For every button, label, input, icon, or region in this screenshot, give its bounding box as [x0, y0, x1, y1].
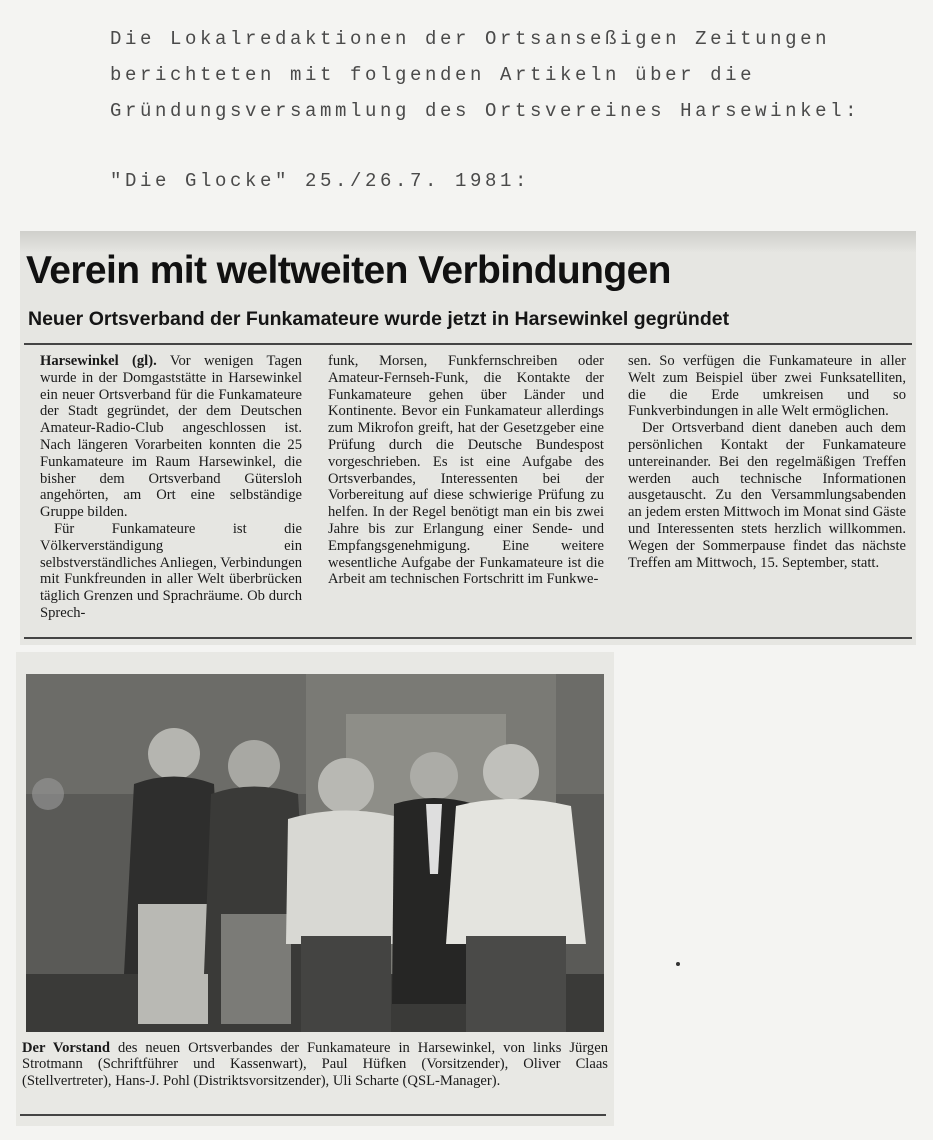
group-photo	[26, 674, 604, 1032]
intro-line-2: berichteten mit folgenden Artikeln über die	[110, 64, 756, 86]
group-photo-drawing	[26, 674, 604, 1032]
paragraph-1	[40, 353, 302, 521]
top-rule	[24, 343, 912, 345]
bottom-rule	[24, 637, 912, 639]
paragraph-4: sen. So verfügen die Funkamateure in aller Welt zum Beispiel über zwei Funksatelliten, die die Erde umkreisen und so Funkverbindungen in alle Welt ermöglichen.	[628, 353, 906, 420]
article-column-3	[628, 353, 906, 571]
article-column-2	[328, 353, 604, 588]
subheadline: Neuer Ortsverband der Funkamateure wurde jetzt in Harsewinkel gegründet	[28, 308, 730, 330]
paragraph-2: Für Funkamateure ist die Völkerverständigung ein selbstverständliches Anliegen, Verbindungen mit Funkfreunden in aller Welt überbrücken täglich Grenzen und Sprachräume. Ob durch Sprech-	[40, 520, 302, 621]
intro-line-1: Die Lokalredaktionen der Ortsanseßigen Zeitungen	[110, 28, 831, 50]
paragraph-1-text: Vor wenigen Tagen wurde in der Domgaststätte in Harsewinkel ein neuer Ortsverband für die Funkamateure der Stadt gegründet, der dem Deutschen Amateur-Radio-Club angeschlossen ist. Nach längeren Vorarbeiten konnten die 25 Funkamateure im Raum Harsewinkel, die bisher dem Ortsverband Gütersloh angehörten, am Ort eine selbständige Gruppe bilden.	[40, 353, 303, 521]
caption-lead: Der Vorstand	[22, 1040, 110, 1056]
photo-caption	[22, 1040, 608, 1089]
caption-text: des neuen Ortsverbandes der Funkamateure in Harsewinkel, von links Jürgen Strotmann (Schriftführer und Kassenwart), Paul Hüfken (Vorsitzender), Oliver Claas (Stellvertreter), Hans-J. Pohl (Distriktsvorsitzender), Uli Scharte (QSL-Manager).	[22, 1040, 608, 1089]
intro-line-3: Gründungsversammlung des Ortsvereines Harsewinkel:	[110, 100, 861, 122]
dateline: Harsewinkel (gl).	[40, 353, 157, 369]
source-line: "Die Glocke" 25./26.7. 1981:	[110, 170, 531, 192]
article-column-1	[40, 353, 302, 622]
photo-clipping	[16, 652, 614, 1126]
paragraph-3: funk, Morsen, Funkfernschreiben oder Amateur-Fernseh-Funk, die Kontakte der Funkamateure gehen über Länder und Kontinente. Bevor ein Funkamateur allerdings zum Mikrofon greift, hat der Gesetzgeber eine Prüfung durch die Deutsche Bundespost vorgeschrieben. Es ist eine Aufgabe des Ortsverbandes, Interessenten bei der Vorbereitung auf diese schwierige Prüfung zu helfen. In der Regel benötigt man ein bis zwei Jahre bis zur Erlangung einer Sende- und Empfangsgenehmigung. Eine weitere wesentliche Aufgabe der Funkamateure ist die Arbeit am technischen Fortschritt im Funkwe-	[328, 353, 604, 588]
newspaper-clipping	[20, 231, 916, 645]
headline: Verein mit weltweiten Verbindungen	[26, 249, 671, 292]
caption-rule	[20, 1114, 606, 1116]
paragraph-5: Der Ortsverband dient daneben auch dem persönlichen Kontakt der Funkamateure untereinander. Bei den regelmäßigen Treffen werden auch technische Informationen ausgetauscht. Zu den Versammlungsabenden an jedem ersten Mittwoch im Monat sind Gäste und Interessenten stets herzlich willkommen. Wegen der Sommerpause findet das nächste Treffen am Mittwoch, 15. September, statt.	[628, 420, 906, 571]
paper-speck	[676, 962, 680, 966]
